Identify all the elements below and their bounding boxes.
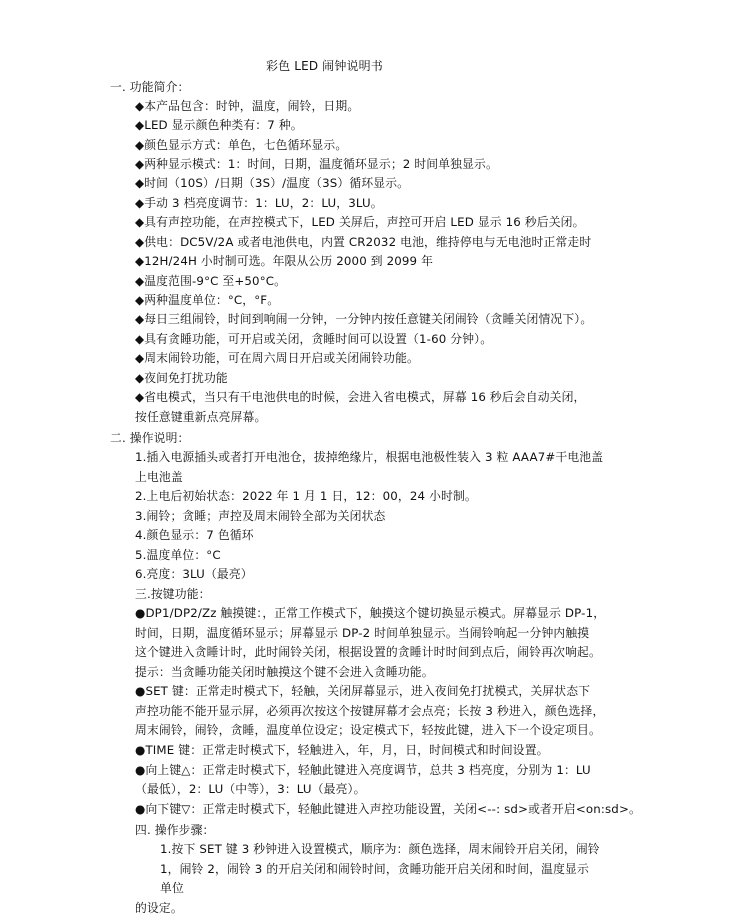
feature-item: ◆时间（10S）/日期（3S）/温度（3S）循环显示。 bbox=[135, 176, 410, 190]
section-heading-keys: 三.按键功能： bbox=[135, 587, 211, 601]
section-heading-features: 一. 功能简介： bbox=[110, 80, 190, 94]
key-description: 周末闹铃，闹铃，贪睡，温度单位设定；设定模式下，轻按此键，进入下一个设定项目。 bbox=[135, 723, 601, 737]
feature-item: ◆具有声控功能，在声控模式下，LED 关屏后，声控可开启 LED 显示 16 秒后关闭。 bbox=[135, 215, 585, 229]
feature-item: ◆每日三组闹铃，时间到响闹一分钟，一分钟内按任意键关闭闹铃（贪睡关闭情况下）。 bbox=[135, 312, 593, 326]
section-heading-steps: 四. 操作步骤： bbox=[135, 823, 215, 837]
step-item: 1.按下 SET 键 3 秒钟进入设置模式，顺序为：颜色选择，周末闹铃开启关闭，闹铃 bbox=[160, 842, 600, 856]
feature-item: ◆12H/24H 小时制可选。年限从公历 2000 到 2099 年 bbox=[135, 254, 434, 268]
operation-item: 3.闹铃；贪睡；声控及周末闹铃全部为关闭状态 bbox=[135, 509, 386, 523]
feature-item: ◆本产品包含：时钟，温度，闹铃，日期。 bbox=[135, 99, 360, 113]
feature-item: ◆两种温度单位：°C，°F。 bbox=[135, 293, 280, 307]
step-item-continued: 的设定。 bbox=[135, 901, 183, 915]
feature-item-continued: 按任意键重新点亮屏幕。 bbox=[135, 410, 267, 424]
operation-item: 2.上电后初始状态：2022 年 1 月 1 日，12：00，24 小时制。 bbox=[135, 489, 477, 503]
key-description: ●SET 键：正常走时模式下，轻触，关闭屏幕显示，进入夜间免打扰模式，关屏状态下 bbox=[135, 684, 591, 698]
feature-item: ◆夜间免打扰功能 bbox=[135, 371, 228, 385]
operation-item: 5.温度单位：°C bbox=[135, 548, 221, 562]
key-description: ●TIME 键：正常走时模式下，轻触进入，年，月，日，时间模式和时间设置。 bbox=[135, 743, 549, 757]
feature-item: ◆LED 显示颜色种类有：7 种。 bbox=[135, 118, 303, 132]
step-item: 1，闹铃 2，闹铃 3 的开启关闭和闹铃时间，贪睡功能开启关闭和时间，温度显示 bbox=[160, 862, 589, 876]
operation-item: 4.颜色显示：7 色循环 bbox=[135, 528, 254, 542]
feature-item: ◆供电：DC5V/2A 或者电池供电，内置 CR2032 电池，维持停电与无电池时正常走时 bbox=[135, 235, 592, 249]
key-description: （最低），2：LU（中等），3：LU（最亮）。 bbox=[135, 782, 366, 796]
operation-item-continued: 上电池盖 bbox=[135, 470, 183, 484]
feature-item: ◆两种显示模式：1：时间，日期，温度循环显示；2 时间单独显示。 bbox=[135, 157, 498, 171]
feature-item: ◆具有贪睡功能，可开启或关闭，贪睡时间可以设置（1-60 分钟）。 bbox=[135, 332, 493, 346]
key-description: 声控功能不能开显示屏，必须再次按这个按键屏幕才会点亮；长按 3 秒进入，颜色选择， bbox=[135, 704, 605, 718]
feature-item: ◆省电模式，当只有干电池供电的时候，会进入省电模式，屏幕 16 秒后会自动关闭， bbox=[135, 390, 586, 404]
key-description: ●向上键△：正常走时模式下，轻触此键进入亮度调节，总共 3 档亮度，分别为 1：LU bbox=[135, 763, 591, 777]
operation-item: 1.插入电源插头或者打开电池仓，拔掉绝缘片，根据电池极性装入 3 粒 AAA7#干电池盖 bbox=[135, 450, 604, 464]
feature-item: ◆颜色显示方式：单色，七色循环显示。 bbox=[135, 138, 348, 152]
section-heading-operation: 二. 操作说明： bbox=[110, 431, 190, 445]
key-description: ●DP1/DP2/Zz 触摸键：，正常工作模式下，触摸这个键切换显示模式。屏幕显示 DP-1， bbox=[135, 606, 606, 620]
feature-item: ◆周末闹铃功能，可在周六周日开启或关闭闹铃功能。 bbox=[135, 351, 420, 365]
key-description: 这个键进入贪睡计时，此时闹铃关闭，根据设置的贪睡计时时间到点后，闹铃再次响起。 bbox=[135, 645, 601, 659]
key-description: 时间，日期，温度循环显示；屏幕显示 DP-2 时间单独显示。当闹铃响起一分钟内触摸 bbox=[135, 626, 590, 640]
feature-item: ◆温度范围-9°C 至+50°C。 bbox=[135, 274, 287, 288]
operation-item: 6.亮度：3LU（最亮） bbox=[135, 567, 253, 581]
step-item: 单位 bbox=[160, 881, 184, 895]
key-note: 提示：当贪睡功能关闭时触摸这个键不会进入贪睡功能。 bbox=[135, 665, 434, 679]
key-description: ●向下键▽：正常走时模式下，轻触此键进入声控功能设置，关闭<--: sd>或者开启<on:sd>。 bbox=[135, 802, 641, 816]
feature-item: ◆手动 3 档亮度调节：1：LU，2：LU，3LU。 bbox=[135, 196, 383, 210]
document-title: 彩色 LED 闹钟说明书 bbox=[266, 59, 383, 73]
